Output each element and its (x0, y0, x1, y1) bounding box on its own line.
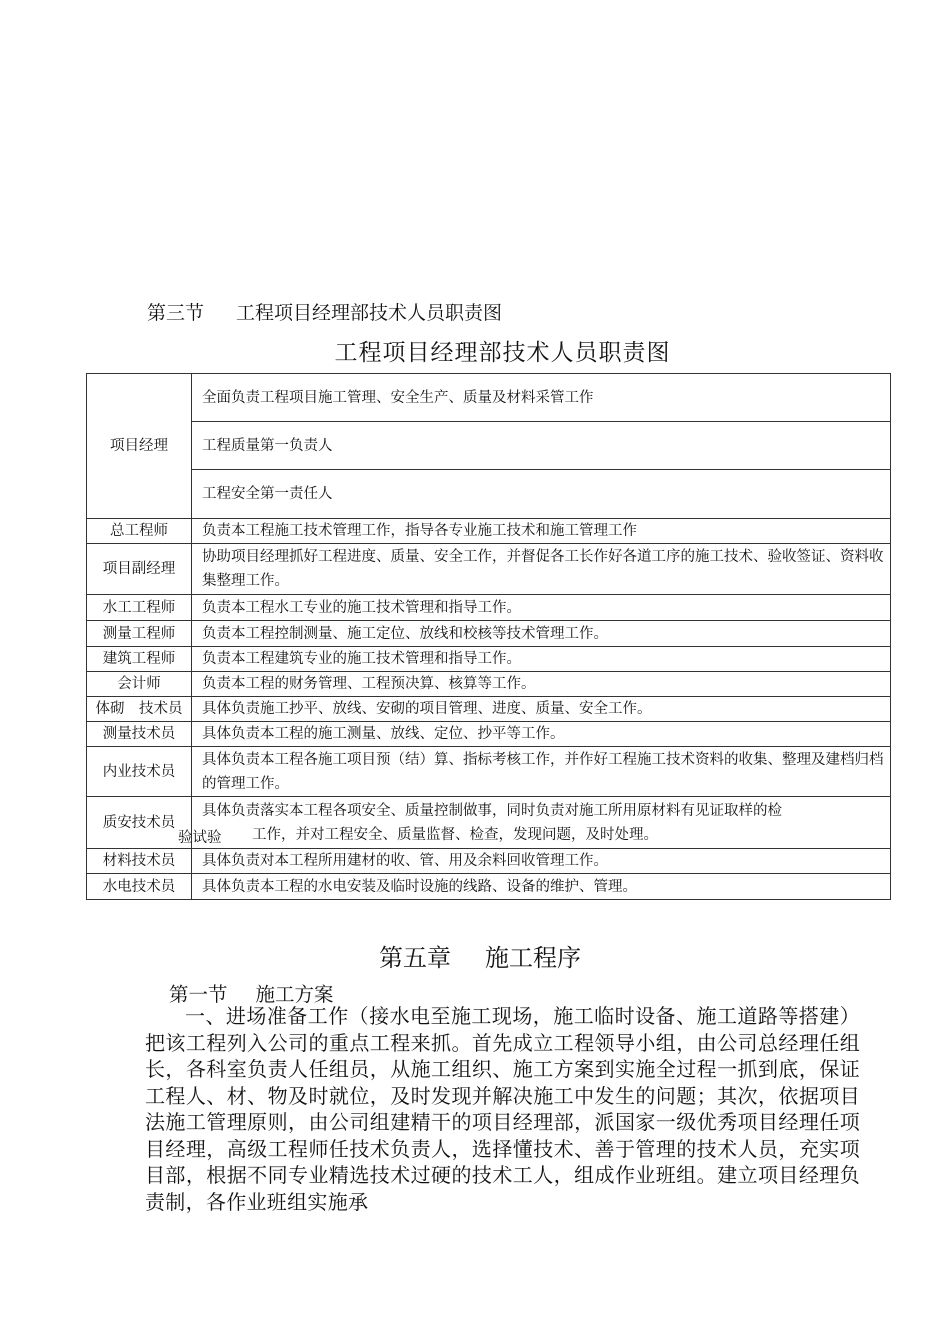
role-cell: 会计师 (87, 672, 192, 697)
chapter-number: 第五章 (379, 944, 451, 972)
role-cell: 材料技术员 (87, 849, 192, 874)
duty-cell: 负责本工程控制测量、施工定位、放线和校核等技术管理工作。 (192, 621, 891, 647)
section-number: 第三节 (147, 302, 205, 324)
duty-cell: 具体负责施工抄平、放线、安砌的项目管理、进度、质量、安全工作。 (192, 697, 891, 722)
duty-cell: 负责本工程施工技术管理工作，指导各专业施工技术和施工管理工作 (192, 519, 891, 544)
body-paragraph: 一、进场准备工作（接水电至施工现场，施工临时设备、施工道路等搭建）把该工程列入公司的重点工程来抓。首先成立工程领导小组，由公司总经理任组长，各科室负责人任组员，从施工组织、施工方案到实施全过程一抓到底，保证工程人、材、物及时就位，及时发现并解决施工中发生的问题；其次，依据项目法施工管理原则，由公司组建精干的项目经理部，派国家一级优秀项目经理任项目经理，高级工程师任技术负责人，选择懂技术、善于管理的技术人员，充实项目部，根据不同专业精选技术过硬的技术工人，组成作业班组。建立项目经理负责制，各作业班组实施承 (145, 1004, 860, 1214)
duty-cell: 负责本工程水工专业的施工技术管理和指导工作。 (192, 595, 891, 621)
role-cell: 总工程师 (87, 519, 192, 544)
section-heading (147, 298, 502, 325)
section-title: 工程项目经理部技术人员职责图 (236, 302, 503, 324)
chapter-name: 施工程序 (485, 944, 581, 972)
duty-line: 具体负责落实本工程各项安全、质量控制做事，同时负责对施工所用原材料有见证取样的检 (202, 802, 782, 819)
role-cell: 水工工程师 (87, 595, 192, 621)
table-title: 工程项目经理部技术人员职责图 (334, 340, 671, 366)
subsection-number: 第一节 (169, 983, 228, 1006)
overflow-note: 验试验 (178, 830, 222, 846)
duty-cell: 具体负责本工程的水电安装及临时设施的线路、设备的维护、管理。 (192, 874, 891, 900)
subsection-title: 施工方案 (255, 983, 334, 1006)
chapter-title (0, 938, 950, 973)
duty-cell: 负责本工程的财务管理、工程预决算、核算等工作。 (192, 672, 891, 697)
duty-cell: 具体负责对本工程所用建材的收、管、用及余料回收管理工作。 (192, 849, 891, 874)
role-cell: 建筑工程师 (87, 647, 192, 672)
duties-table (86, 373, 891, 900)
duty-cell: 工程质量第一负责人 (192, 422, 891, 470)
role-cell: 体砌 技术员 (87, 697, 192, 722)
duty-cell: 协助项目经理抓好工程进度、质量、安全工作，并督促各工长作好各道工序的施工技术、验收签证、资料收集整理工作。 (192, 544, 891, 595)
duty-line: 工作，并对工程安全、质量监督、检查，发现问题，及时处理。 (252, 826, 658, 843)
duty-cell: 负责本工程建筑专业的施工技术管理和指导工作。 (192, 647, 891, 672)
duty-cell (192, 797, 891, 849)
duty-cell: 具体负责本工程的施工测量、放线、定位、抄平等工作。 (192, 722, 891, 747)
duty-cell: 全面负责工程项目施工管理、安全生产、质量及材料采管工作 (192, 374, 891, 422)
role-cell: 测量技术员 (87, 722, 192, 747)
role-cell: 水电技术员 (87, 874, 192, 900)
role-cell: 内业技术员 (87, 747, 192, 797)
role-cell: 测量工程师 (87, 621, 192, 647)
role-cell: 项目副经理 (87, 544, 192, 595)
duty-cell: 工程安全第一责任人 (192, 470, 891, 519)
role-cell: 质安技术员 (87, 797, 192, 849)
role-cell: 项目经理 (87, 374, 192, 519)
duty-cell: 具体负责本工程各施工项目预（结）算、指标考核工作，并作好工程施工技术资料的收集、整理及建档归档的管理工作。 (192, 747, 891, 797)
